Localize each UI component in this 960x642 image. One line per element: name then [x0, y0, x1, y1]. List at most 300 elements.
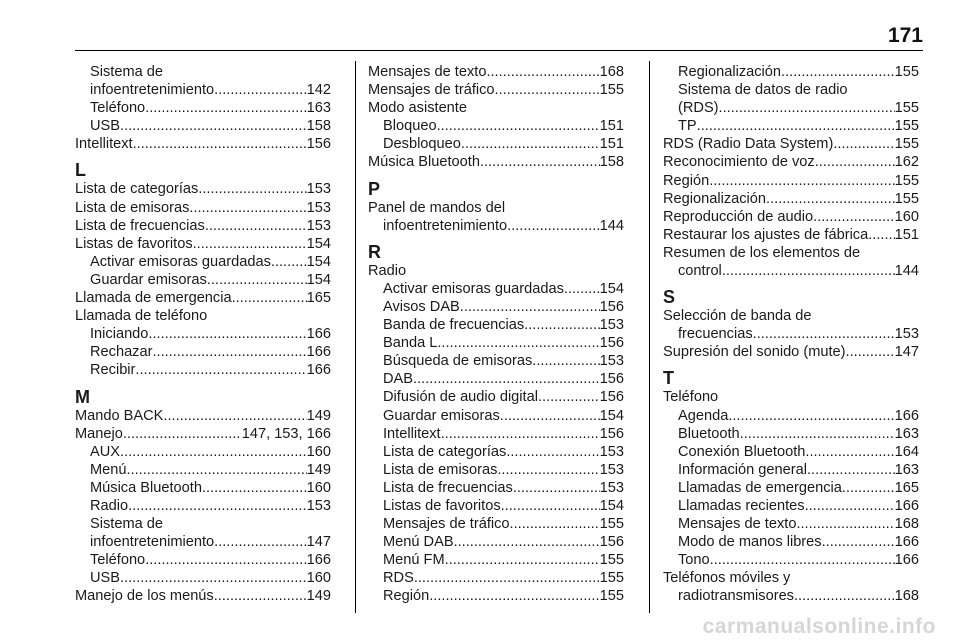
index-entry [663, 226, 919, 244]
index-entry [663, 135, 919, 153]
dot-leader [437, 334, 599, 352]
dot-leader [214, 587, 307, 605]
dot-leader [193, 235, 307, 253]
index-entry-page: 144 [599, 217, 624, 234]
index-entry [663, 208, 919, 226]
index-entry-heading: Llamada de teléfono [75, 308, 208, 325]
index-entry-page: 153 [599, 443, 624, 460]
index-entry [368, 316, 624, 334]
index-entry-page: 147 [894, 344, 919, 361]
index-entry-page: 153 [306, 181, 331, 198]
dot-leader [813, 208, 895, 226]
column-divider [355, 61, 356, 613]
index-entry-page: 155 [599, 82, 624, 99]
index-entry [368, 81, 624, 99]
dot-leader [120, 443, 307, 461]
index-entry-page: 153 [599, 461, 624, 478]
index-entry [368, 153, 624, 171]
index-entry [663, 461, 919, 479]
dot-leader [486, 63, 599, 81]
index-entry [368, 280, 624, 298]
dot-leader [152, 343, 306, 361]
index-entry-term: Llamadas de emergencia [678, 479, 842, 496]
dot-leader [510, 515, 600, 533]
index-entry-term: Mensajes de texto [368, 64, 487, 80]
index-entry [368, 117, 624, 135]
dot-leader [805, 497, 895, 515]
index-entry [663, 172, 919, 190]
index-entry-term: Teléfono [90, 100, 146, 117]
index-entry [663, 533, 919, 551]
dot-leader [133, 135, 307, 153]
dot-leader [145, 551, 306, 569]
index-entry-term: Reconocimiento de voz [663, 154, 815, 171]
dot-leader [796, 515, 894, 533]
dot-leader [148, 325, 306, 343]
index-entry [368, 425, 624, 443]
dot-leader [524, 316, 599, 334]
index-entry-heading: Sistema de [90, 516, 164, 533]
index-entry-term: Mensajes de texto [678, 516, 797, 533]
dot-leader [710, 551, 895, 569]
index-entry-heading: Teléfonos móviles y [663, 570, 791, 587]
index-entry [663, 587, 919, 605]
index-entry-term: control [678, 263, 722, 280]
index-entry-page: 155 [894, 136, 919, 153]
index-letter-heading: T [663, 368, 674, 389]
index-entry-term: Regionalización [678, 64, 782, 80]
dot-leader [822, 533, 895, 551]
index-entry-term: DAB [383, 371, 414, 388]
index-entry-page: 162 [894, 154, 919, 171]
index-entry [368, 63, 624, 81]
dot-leader [833, 135, 894, 153]
dot-leader [805, 443, 894, 461]
index-entry-term: Guardar emisoras [383, 407, 500, 424]
index-entry-term: Reproducción de audio [663, 208, 814, 225]
dot-leader [441, 425, 600, 443]
index-entry-term: Banda L [383, 335, 438, 352]
index-entry-term: Listas de favoritos [75, 235, 193, 252]
index-entry-page: 154 [599, 497, 624, 514]
index-entry [663, 515, 919, 533]
index-entry-term: Iniciando [90, 326, 149, 343]
index-entry-term: Lista de frecuencias [75, 217, 205, 234]
index-entry-term: Manejo [75, 425, 123, 442]
index-entry-term: infoentretenimiento [383, 217, 508, 234]
index-entry-page: 153 [599, 353, 624, 370]
index-entry-term: Supresión del sonido (mute) [663, 344, 846, 361]
index-entry-page: 166 [894, 497, 919, 514]
index-entry-term: Música Bluetooth [368, 154, 480, 171]
index-entry-term: Búsqueda de emisoras [383, 353, 533, 370]
index-entry [663, 407, 919, 425]
index-entry [663, 551, 919, 569]
index-entry-page: 147, 153, 166 [241, 425, 331, 442]
index-entry [663, 497, 919, 515]
index-entry-term: Restaurar los ajustes de fábrica [663, 226, 869, 243]
index-entry [75, 81, 331, 99]
index-entry-page: 155 [599, 570, 624, 587]
index-entry [75, 99, 331, 117]
index-letter-heading: M [75, 386, 90, 407]
index-entry-heading: Sistema de [90, 64, 164, 80]
index-entry [663, 479, 919, 497]
dot-leader [697, 117, 895, 135]
index-entry-page: 155 [894, 64, 919, 80]
index-entry-page: 168 [894, 516, 919, 533]
index-entry-term: Bluetooth [678, 425, 740, 442]
index-entry-page: 155 [599, 516, 624, 533]
index-entry [663, 262, 919, 280]
index-column-1 [75, 63, 331, 606]
dot-leader [120, 569, 307, 587]
index-entry-page: 155 [894, 172, 919, 189]
dot-leader [271, 253, 307, 271]
dot-leader [414, 569, 600, 587]
index-entry-heading: Resumen de los elementos de [663, 244, 861, 261]
index-entry [663, 190, 919, 208]
index-entry [75, 235, 331, 253]
index-entry-term: TP [678, 118, 697, 135]
index-entry-page: 163 [894, 425, 919, 442]
dot-leader [500, 407, 600, 425]
index-entry-page: 166 [306, 344, 331, 361]
dot-leader [460, 298, 600, 316]
index-entry [368, 569, 624, 587]
index-entry-term: Menú DAB [383, 534, 454, 551]
index-entry [368, 551, 624, 569]
index-entry-page: 149 [306, 407, 331, 424]
index-entry [368, 461, 624, 479]
dot-leader [532, 352, 599, 370]
index-entry-page: 155 [599, 552, 624, 569]
dot-leader [128, 497, 307, 515]
index-entry-term: Radio [90, 497, 129, 514]
index-entry-term: Música Bluetooth [90, 479, 202, 496]
dot-leader [846, 343, 895, 361]
watermark: carmanualsonline.info [702, 615, 936, 638]
index-entry [75, 425, 331, 443]
index-entry-term: Región [383, 588, 430, 605]
dot-leader [135, 361, 306, 379]
index-entry [75, 271, 331, 289]
index-entry [663, 425, 919, 443]
index-entry [75, 587, 331, 605]
index-entry-page: 154 [306, 235, 331, 252]
index-entry-page: 153 [306, 199, 331, 216]
dot-leader [214, 81, 307, 99]
dot-leader [722, 262, 895, 280]
index-entry-page: 160 [306, 479, 331, 496]
index-entry-term: Activar emisoras guardadas [90, 253, 271, 270]
index-entry [75, 180, 331, 198]
index-entry-page: 160 [306, 570, 331, 587]
index-entry-term: Difusión de audio digital [383, 389, 538, 406]
index-entry-heading: Panel de mandos del [368, 199, 506, 216]
index-entry-page: 165 [894, 479, 919, 496]
index-entry [368, 497, 624, 515]
index-entry [75, 479, 331, 497]
index-entry-page: 166 [306, 552, 331, 569]
index-entry-term: Información general [678, 461, 807, 478]
dot-leader [163, 407, 306, 425]
index-entry-term: infoentretenimiento [90, 82, 215, 99]
dot-leader [709, 172, 894, 190]
index-entry-term: RDS [383, 570, 414, 587]
dot-leader [454, 533, 600, 551]
index-entry-page: 153 [599, 317, 624, 334]
index-entry [663, 153, 919, 171]
index-entry-term: Menú FM [383, 552, 445, 569]
dot-leader [120, 117, 307, 135]
index-entry-page: 154 [306, 271, 331, 288]
index-entry [75, 533, 331, 551]
index-entry [75, 569, 331, 587]
dot-leader [123, 425, 242, 443]
index-entry-page: 149 [306, 588, 331, 605]
index-entry [368, 298, 624, 316]
index-entry [75, 325, 331, 343]
dot-leader [189, 199, 306, 217]
index-entry-term: Agenda [678, 407, 729, 424]
index-entry-page: 166 [306, 362, 331, 379]
index-entry [368, 443, 624, 461]
index-entry [75, 135, 331, 153]
index-entry-term: (RDS) [678, 100, 719, 117]
index-entry-heading: Radio [368, 262, 407, 279]
index-entry [75, 461, 331, 479]
index-entry [663, 99, 919, 117]
dot-leader [429, 587, 599, 605]
index-entry-term: Lista de emisoras [75, 199, 190, 216]
index-entry [368, 479, 624, 497]
index-entry-term: radiotransmisores [678, 588, 794, 605]
dot-leader [753, 325, 895, 343]
index-entry-page: 165 [306, 290, 331, 307]
index-entry-term: Menú [90, 461, 127, 478]
dot-leader [868, 226, 894, 244]
index-entry-heading: Sistema de datos de radio [678, 82, 848, 99]
index-entry-term: Lista de categorías [383, 443, 507, 460]
index-entry-term: Conexión Bluetooth [678, 443, 806, 460]
index-entry [75, 199, 331, 217]
dot-leader [207, 271, 307, 289]
index-entry [368, 217, 624, 235]
index-entry-page: 151 [599, 136, 624, 153]
dot-leader [202, 479, 307, 497]
index-entry [75, 551, 331, 569]
index-entry-page: 168 [894, 588, 919, 605]
index-entry-page: 156 [599, 335, 624, 352]
index-entry-page: 156 [599, 534, 624, 551]
index-entry [75, 343, 331, 361]
index-entry [368, 407, 624, 425]
index-entry-term: Modo de manos libres [678, 534, 822, 551]
index-entry-term: Tono [678, 552, 710, 569]
index-entry-term: Región [663, 172, 710, 189]
header-rule [75, 50, 923, 51]
dot-leader [480, 153, 600, 171]
index-entry-page: 154 [306, 253, 331, 270]
index-entry [75, 217, 331, 235]
dot-leader [437, 117, 600, 135]
index-entry-page: 164 [894, 443, 919, 460]
index-entry-term: frecuencias [678, 326, 753, 343]
index-entry-term: Lista de categorías [75, 181, 199, 198]
index-entry [75, 497, 331, 515]
index-letter-heading: S [663, 287, 676, 308]
index-entry-term: Listas de favoritos [383, 497, 501, 514]
index-entry-term: Regionalización [663, 190, 767, 207]
index-entry-page: 154 [599, 407, 624, 424]
dot-leader [538, 388, 600, 406]
index-entry-term: Llamadas recientes [678, 497, 805, 514]
index-entry [75, 289, 331, 307]
index-entry-page: 151 [599, 118, 624, 135]
index-entry-term: Lista de emisoras [383, 461, 498, 478]
index-entry-term: Desbloqueo [383, 136, 461, 153]
index-entry-page: 144 [894, 263, 919, 280]
index-entry-page: 156 [599, 298, 624, 315]
index-entry-heading: Selección de banda de [663, 308, 812, 325]
column-divider [649, 61, 650, 613]
index-entry-page: 156 [599, 425, 624, 442]
index-entry-page: 153 [306, 497, 331, 514]
dot-leader [145, 99, 306, 117]
index-entry-page: 155 [894, 100, 919, 117]
dot-leader [461, 135, 600, 153]
index-entry-page: 158 [306, 118, 331, 135]
index-entry-term: USB [90, 118, 121, 135]
page-number: 171 [887, 24, 923, 47]
index-entry [368, 587, 624, 605]
dot-leader [766, 190, 895, 208]
index-entry [368, 388, 624, 406]
index-entry-page: 166 [894, 552, 919, 569]
index-entry-term: USB [90, 570, 121, 587]
index-entry [75, 361, 331, 379]
index-entry [663, 343, 919, 361]
index-entry-page: 153 [894, 326, 919, 343]
index-entry-term: Activar emisoras guardadas [383, 280, 564, 297]
index-entry-term: Mando BACK [75, 407, 164, 424]
index-entry-term: Guardar emisoras [90, 271, 207, 288]
index-entry-page: 151 [894, 226, 919, 243]
index-entry-page: 156 [599, 389, 624, 406]
dot-leader [214, 533, 307, 551]
index-entry-term: RDS (Radio Data System) [663, 136, 834, 153]
index-entry [75, 407, 331, 425]
index-entry-page: 163 [894, 461, 919, 478]
dot-leader [445, 551, 600, 569]
dot-leader [781, 63, 895, 81]
index-entry-term: Mensajes de tráfico [383, 516, 510, 533]
index-entry-term: infoentretenimiento [90, 534, 215, 551]
index-entry [75, 443, 331, 461]
index-entry-term: Mensajes de tráfico [368, 82, 495, 99]
dot-leader [127, 461, 307, 479]
dot-leader [794, 587, 895, 605]
index-entry [663, 63, 919, 81]
index-entry-page: 158 [599, 154, 624, 171]
index-entry-term: Rechazar [90, 344, 153, 361]
index-entry-term: Llamada de emergencia [75, 290, 232, 307]
index-entry-term: Intellitext [75, 136, 133, 153]
dot-leader [413, 370, 600, 388]
dot-leader [842, 479, 895, 497]
index-entry-term: Intellitext [383, 425, 441, 442]
index-entry-page: 156 [306, 136, 331, 153]
dot-leader [507, 217, 600, 235]
index-entry [75, 117, 331, 135]
index-entry-page: 163 [306, 100, 331, 117]
dot-leader [513, 479, 600, 497]
index-entry-heading: Modo asistente [368, 100, 467, 117]
index-entry-page: 153 [306, 217, 331, 234]
index-entry-term: Teléfono [90, 552, 146, 569]
index-entry [368, 352, 624, 370]
index-entry-page: 160 [894, 208, 919, 225]
index-entry [368, 334, 624, 352]
index-entry [663, 325, 919, 343]
dot-leader [564, 280, 600, 298]
index-entry-page: 160 [306, 443, 331, 460]
index-column-2 [368, 63, 624, 606]
index-entry [663, 117, 919, 135]
index-entry [368, 515, 624, 533]
index-entry-term: Lista de frecuencias [383, 479, 513, 496]
index-entry-term: AUX [90, 443, 121, 460]
index-entry-page: 155 [894, 118, 919, 135]
index-entry [368, 370, 624, 388]
index-entry-term: Bloqueo [383, 118, 437, 135]
index-letter-heading: L [75, 160, 86, 181]
index-entry-heading: Teléfono [663, 389, 719, 406]
dot-leader [807, 461, 895, 479]
index-entry-term: Recibir [90, 362, 136, 379]
index-entry [368, 533, 624, 551]
index-entry-page: 149 [306, 461, 331, 478]
dot-leader [740, 425, 895, 443]
dot-leader [501, 497, 600, 515]
dot-leader [495, 81, 600, 99]
dot-leader [506, 443, 599, 461]
index-entry [368, 135, 624, 153]
dot-leader [232, 289, 307, 307]
dot-leader [497, 461, 599, 479]
dot-leader [728, 407, 894, 425]
dot-leader [719, 99, 895, 117]
index-entry-page: 147 [306, 534, 331, 551]
index-entry-page: 155 [894, 190, 919, 207]
index-letter-heading: R [368, 241, 381, 262]
index-entry-page: 156 [599, 371, 624, 388]
index-entry-page: 154 [599, 280, 624, 297]
index-entry-page: 168 [599, 64, 624, 80]
dot-leader [205, 217, 307, 235]
index-entry-page: 142 [306, 82, 331, 99]
index-entry-page: 166 [894, 407, 919, 424]
index-entry-page: 166 [306, 326, 331, 343]
index-entry-term: Banda de frecuencias [383, 317, 525, 334]
index-entry [663, 443, 919, 461]
index-letter-heading: P [368, 178, 381, 199]
index-entry [75, 253, 331, 271]
index-entry-term: Avisos DAB [383, 298, 460, 315]
index-entry-page: 166 [894, 534, 919, 551]
dot-leader [198, 180, 306, 198]
